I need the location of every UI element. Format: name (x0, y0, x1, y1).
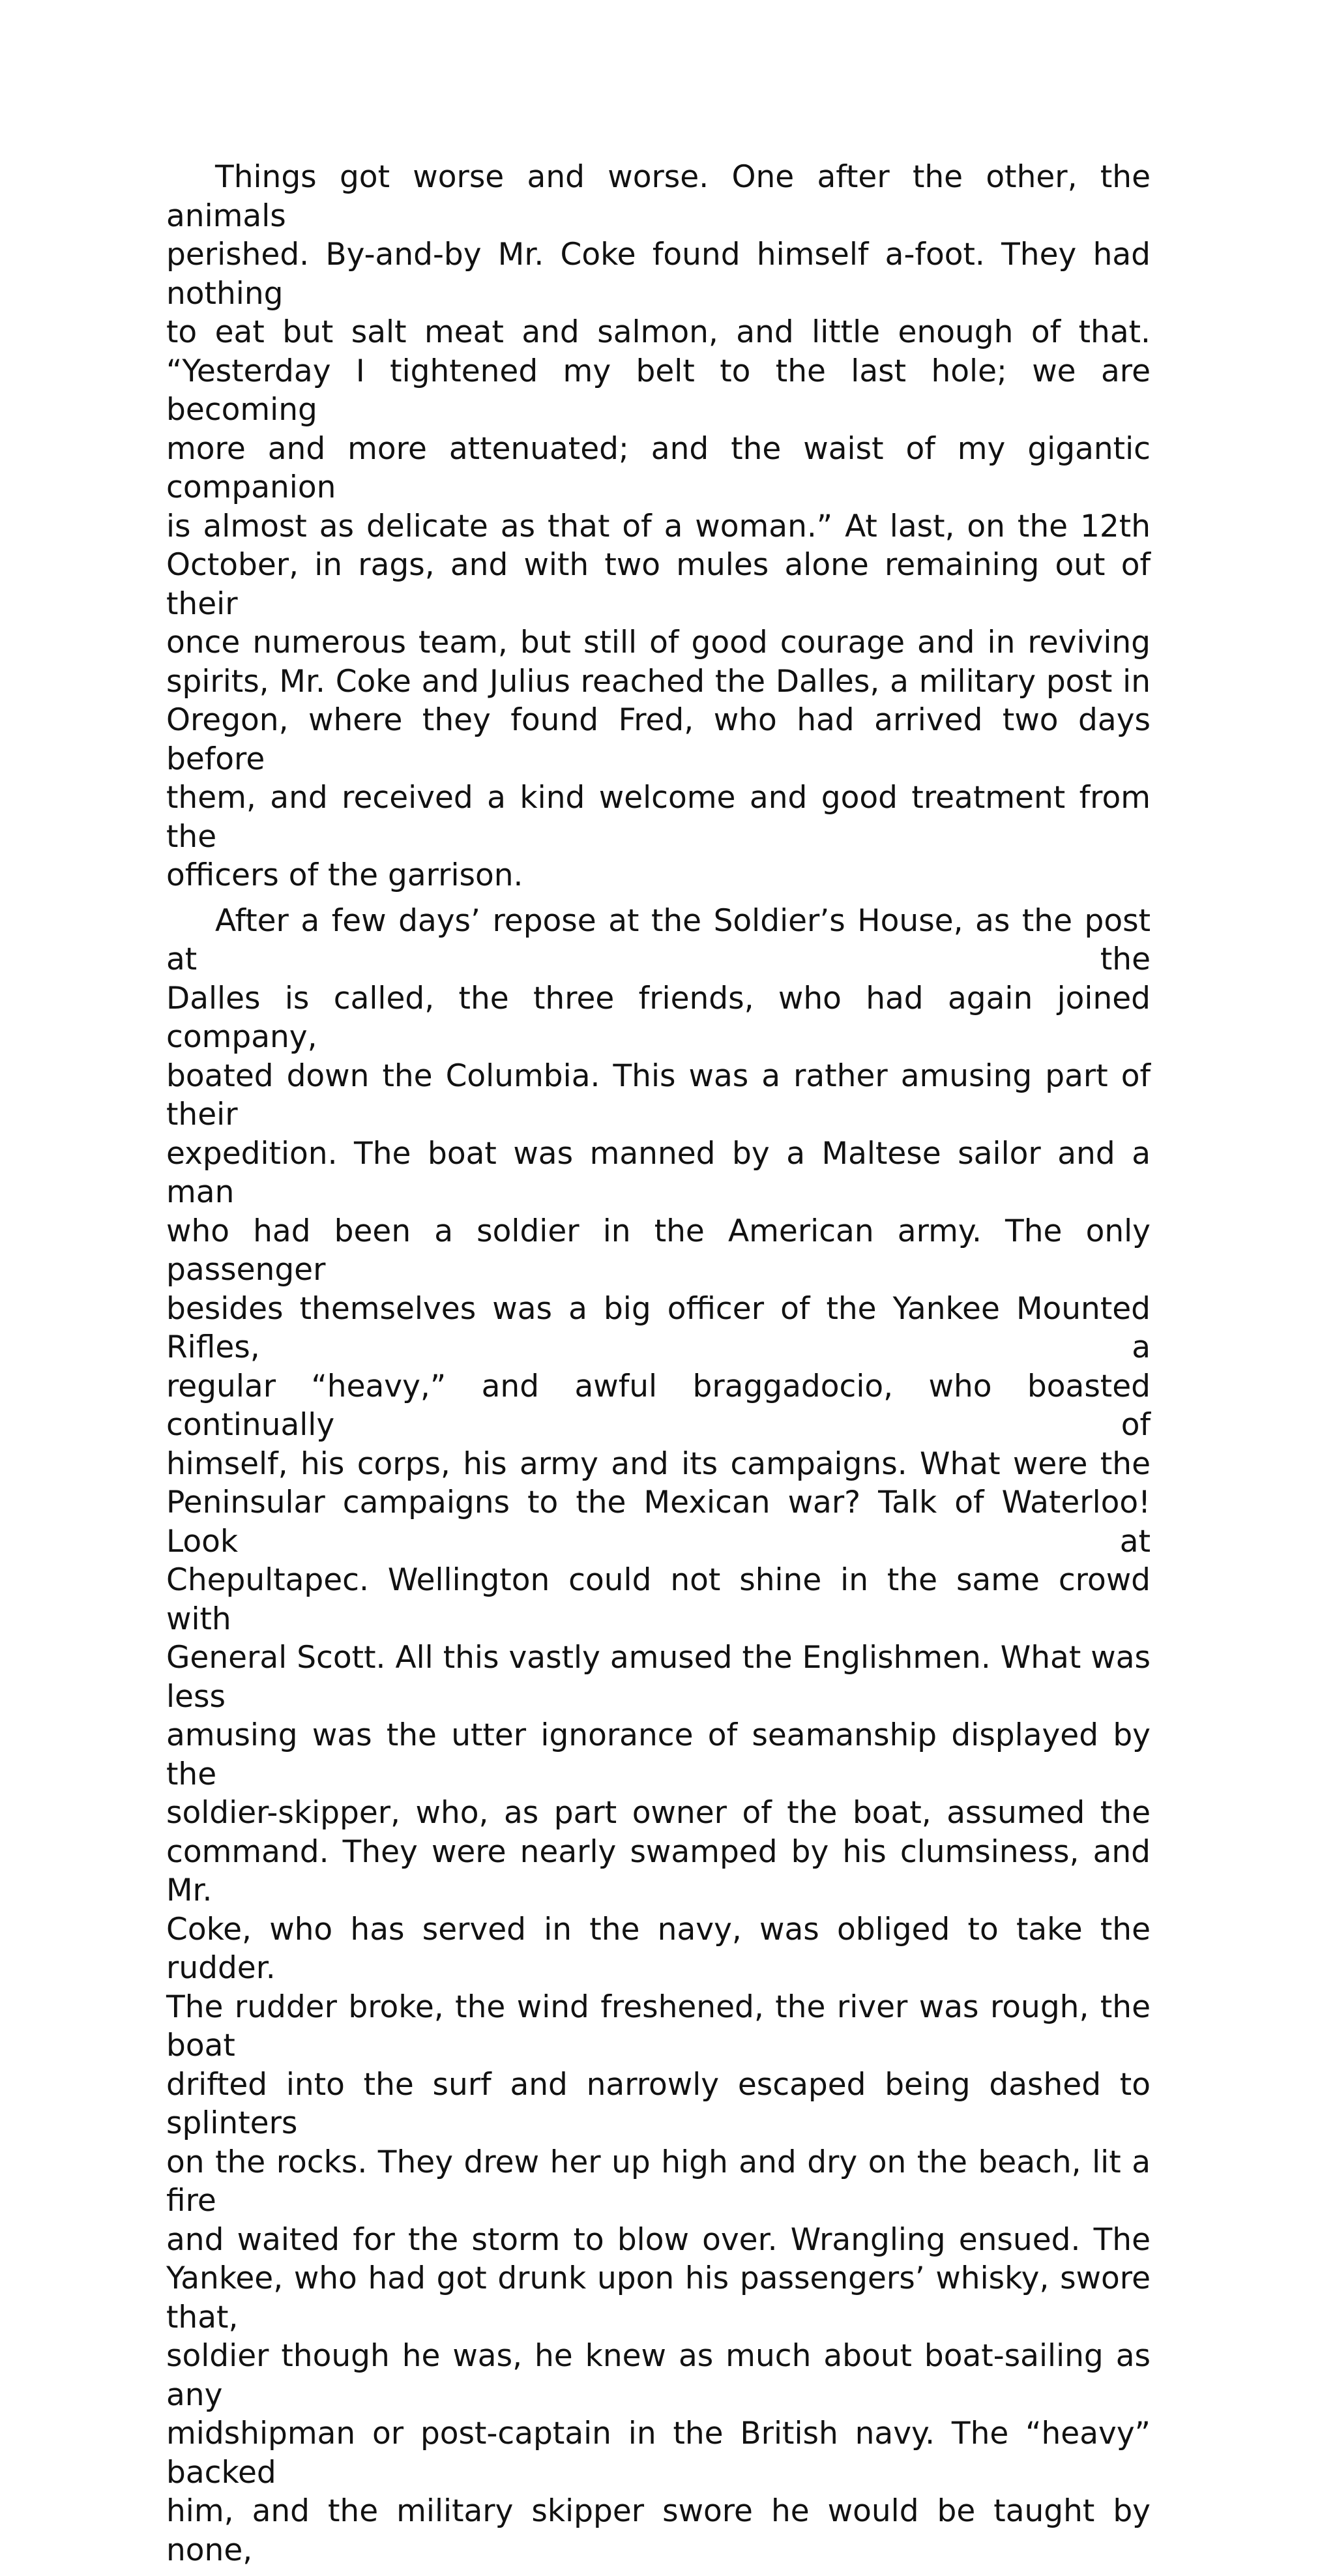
text-line: him, and the military skipper swore he would be taught by none, (166, 2493, 1151, 2568)
text-line: command. They were nearly swamped by his clumsiness, and Mr. (166, 1833, 1151, 1908)
paragraph-2 (166, 902, 1151, 2570)
text-line: Oregon, where they found Fred, who had arrived two days before (166, 702, 1151, 777)
text-line: Coke, who has served in the navy, was obliged to take the rudder. (166, 1911, 1151, 1986)
text-line: “Yesterday I tightened my belt to the last hole; we are becoming (166, 353, 1151, 428)
text-line: more and more attenuated; and the waist of my gigantic companion (166, 430, 1151, 505)
text-line: regular “heavy,” and awful braggadocio, who boasted continually of (166, 1368, 1151, 1443)
text-line: Peninsular campaigns to the Mexican war? Talk of Waterloo! Look at (166, 1485, 1151, 1560)
text-line: officers of the garrison. (166, 857, 523, 893)
text-line: who had been a soldier in the American army. The only passenger (166, 1213, 1151, 1288)
text-line: After a few days’ repose at the Soldier’s House, as the post at the (166, 902, 1151, 977)
text-line: The rudder broke, the wind freshened, the river was rough, the boat (166, 1989, 1151, 2064)
text-line: Yankee, who had got drunk upon his passengers’ whisky, swore that, (166, 2260, 1151, 2335)
text-line: amusing was the utter ignorance of seamanship displayed by the (166, 1717, 1151, 1792)
text-line: himself, his corps, his army and its campaigns. What were the (166, 1445, 1151, 1482)
text-line: and waited for the storm to blow over. Wrangling ensued. The (166, 2221, 1151, 2258)
text-line: them, and received a kind welcome and good treatment from the (166, 780, 1151, 855)
text-line: perished. By-and-by Mr. Coke found himself a-foot. They had nothing (166, 237, 1151, 312)
text-line: besides themselves was a big officer of the Yankee Mounted Rifles, a (166, 1290, 1151, 1365)
text-line: Chepultapec. Wellington could not shine in the same crowd with (166, 1562, 1151, 1637)
text-line: soldier though he was, he knew as much about boat-sailing as any (166, 2338, 1151, 2413)
text-line: October, in rags, and with two mules alone remaining out of their (166, 547, 1151, 622)
text-line: Dalles is called, the three friends, who had again joined company, (166, 980, 1151, 1055)
text-line: soldier-skipper, who, as part owner of the boat, assumed the (166, 1795, 1151, 1831)
text-line: midshipman or post-captain in the British navy. The “heavy” backed (166, 2416, 1151, 2491)
paragraph-1 (166, 158, 1151, 895)
text-line: is almost as delicate as that of a woman.” At last, on the 12th (166, 508, 1151, 544)
text-line: on the rocks. They drew her up high and dry on the beach, lit a fire (166, 2144, 1151, 2219)
text-line: to eat but salt meat and salmon, and little enough of that. (166, 314, 1151, 350)
text-line: drifted into the surf and narrowly escaped being dashed to splinters (166, 2066, 1151, 2141)
text-line: General Scott. All this vastly amused the Englishmen. What was less (166, 1640, 1151, 1715)
text-line: boated down the Columbia. This was a rather amusing part of their (166, 1058, 1151, 1133)
text-line: expedition. The boat was manned by a Maltese sailor and a man (166, 1135, 1151, 1210)
text-line: Things got worse and worse. One after the other, the animals (166, 159, 1151, 234)
text-line: spirits, Mr. Coke and Julius reached the Dalles, a military post in (166, 663, 1151, 700)
text-line: once numerous team, but still of good courage and in reviving (166, 625, 1151, 660)
body-text (166, 158, 1151, 2576)
